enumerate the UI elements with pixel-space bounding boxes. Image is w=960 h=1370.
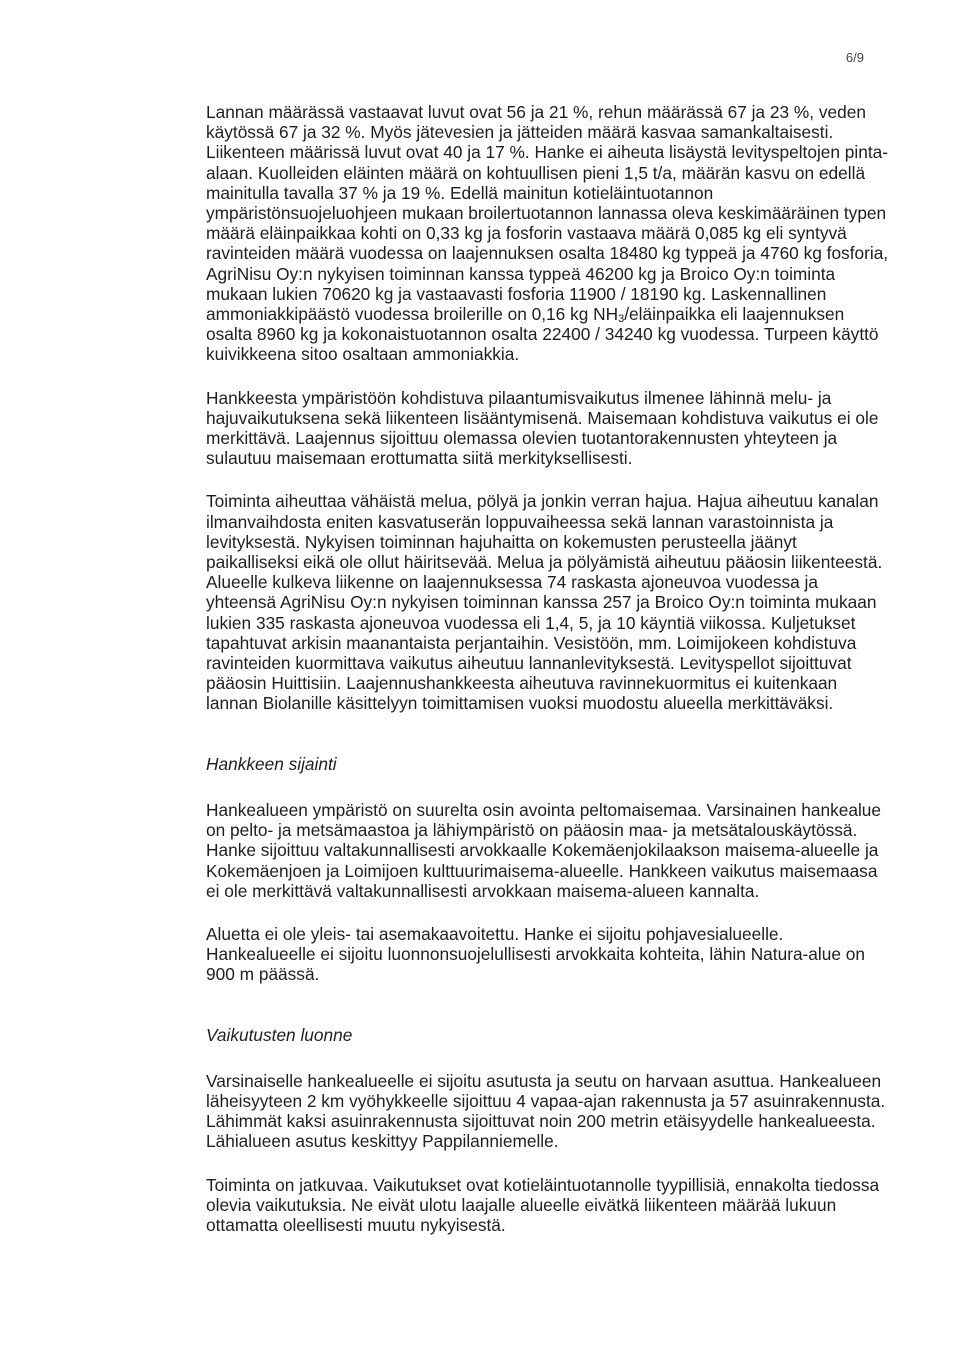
paragraph-zoning: Aluetta ei ole yleis- tai asemakaavoitettu. Hanke ei sijoitu pohjavesialueelle. Hankealueelle ei sijoitu luonnonsuojelullisesti arvokkaita kohteita, lähin Natura-alue on 900 m päässä. bbox=[206, 923, 866, 985]
paragraph-noise-odor-traffic: Toiminta aiheuttaa vähäistä melua, pölyä ja jonkin verran hajua. Hajua aiheutuu kanalan ilmanvaihdosta eniten kasvatuserän loppuvaiheessa sekä lannan varastoinnista ja levityksestä. Nykyisen toiminnan hajuhaitta on kokemusten perusteella jäänyt paikalliseksi eikä ole ollut häiritsevää. Melua ja pölyämistä aiheutuu pääosin liikenteestä. Alueelle kulkeva liikenne on laajennuksessa 74 raskasta ajoneuvoa vuodessa ja yhteensä AgriNisu Oy:n nykyisen toiminnan kanssa 257 ja Broico Oy:n toiminta mukaan lukien 335 raskasta ajoneuvoa vuodessa eli 1,4, 5, ja 10 käyntiä viikossa. Kuljetukset tapahtuvat arkisin maanantaista perjantaihin. Vesistöön, mm. Loimijokeen kohdistuva ravinteiden kuormittava vaikutus aiheutuu lannanlevityksestä. Levityspellot sijoittuvat pääosin Huittisiin. Laajennushankkeesta aiheutuva ravinnekuormitus ei kuitenkaan lannan Biolanille käsittelyyn toimittamisen vuoksi muodostu alueella merkittäväksi. bbox=[206, 491, 883, 714]
paragraph-pollution-effects: Hankkeesta ympäristöön kohdistuva pilaantumisvaikutus ilmenee lähinnä melu- ja hajuvaikutuksena sekä liikenteen lisääntymisenä. Maisemaan kohdistuva vaikutus ei ole merkittävä. Laajennus sijoittuu olemassa olevien tuotantorakennusten yhteyteen ja sulautuu maisemaan erottumatta siitä merkityksellisesti. bbox=[206, 387, 879, 469]
paragraph-emissions bbox=[206, 102, 892, 365]
paragraph-emissions-text: Lannan määrässä vastaavat luvut ovat 56 ja 21 %, rehun määrässä 67 ja 23 %, veden käytössä 67 ja 32 %. Myös jätevesien ja jätteiden määrä kasvaa samankaltaisesti. Liikenteen määrissä luvut ovat 40 ja 17 %. Hanke ei aiheuta lisäystä levityspeltojen pinta-alaan. Kuolleiden eläinten määrä on kohtuullisen pieni 1,5 t/a, määrän kasvu on edellä mainitulla tavalla 37 % ja 19 %. Edellä mainitun kotieläintuotannon ympäristönsuojeluohjeen mukaan broilertuotannon lannassa oleva keskimääräinen typen määrä eläinpaikkaa kohti on 0,33 kg ja fosforin vastaava määrä 0,085 kg eli syntyvä ravinteiden määrä vuodessa on laajennuksen osalta 18480 kg typpeä ja 4760 kg fosforia, AgriNisu Oy:n nykyisen toiminnan kanssa typpeä 46200 kg ja Broico Oy:n toiminta mukaan lukien 70620 kg ja vastaavasti fosforia 11900 / 18190 kg. Laskennallinen ammoniakkipäästö vuodessa broilerille on 0,16 kg NH bbox=[206, 102, 889, 325]
section-heading-nature-of-effects: Vaikutusten luonne bbox=[206, 1024, 353, 1045]
document-body bbox=[206, 102, 892, 1235]
section-heading-location: Hankkeen sijainti bbox=[206, 753, 337, 774]
paragraph-settlement: Varsinaiselle hankealueelle ei sijoitu asutusta ja seutu on harvaan asuttua. Hankealueen läheisyyteen 2 km vyöhykkeelle sijoittuu 4 vapaa-ajan rakennusta ja 57 asuinrakennusta. Lähimmät kaksi asuinrakennusta sijoittuvat noin 200 metrin etäisyydelle hankealueesta. Lähialueen asutus keskittyy Pappilanniemelle. bbox=[206, 1070, 886, 1152]
paragraph-continuity: Toiminta on jatkuvaa. Vaikutukset ovat kotieläintuotannolle tyypillisiä, ennakolta tiedossa olevia vaikutuksia. Ne eivät ulotu laajalle alueelle eivätkä liikenteen määrää lukuun ottamatta oleellisesti muutu nykyisestä. bbox=[206, 1174, 880, 1235]
page-number: 6/9 bbox=[845, 50, 864, 65]
paragraph-landscape: Hankealueen ympäristö on suurelta osin avointa peltomaisemaa. Varsinainen hankealue on pelto- ja metsämaastoa ja lähiympäristö on pääosin maa- ja metsätalouskäytössä. Hanke sijoittuu valtakunnallisesti arvokkaalle Kokemäenjokilaakson maisema-alueelle ja Kokemäenjoen ja Loimijoen kulttuurimaisema-alueelle. Hankkeen vaikutus maisemaasa ei ole merkittävä valtakunnallisesti arvokkaan maisema-alueen kannalta. bbox=[206, 799, 882, 901]
paragraph-emissions-text-end: /eläinpaikka eli laajennuksen osalta 8960 kg ja kokonaistuotannon osalta 22400 / 34240 kg vuodessa. Turpeen käyttö kuivikkeena sitoo osaltaan ammoniakkia. bbox=[206, 304, 879, 365]
subscript-three: 3 bbox=[618, 313, 625, 326]
